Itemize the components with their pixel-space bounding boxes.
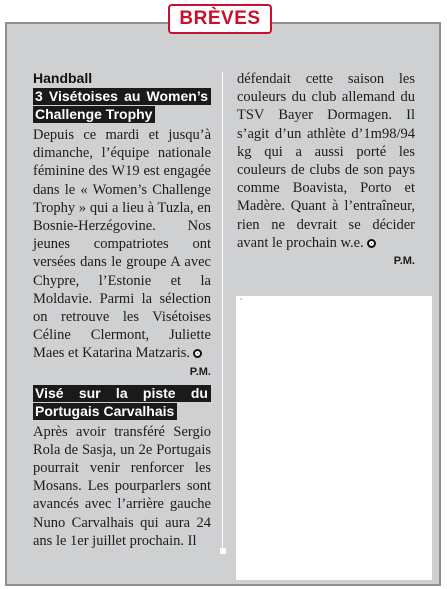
article-2-signature: P.M.: [393, 255, 415, 268]
placeholder-tick: [240, 298, 242, 300]
article-2-headline-wrap: [33, 385, 211, 421]
article-1-headline: 3 Visétoises au Women’s Challenge Trophy: [33, 88, 211, 123]
article-1-body-text: Depuis ce mardi et jusqu’à dimanche, l’équipe nationale féminine des W19 est engagée dans le « Women’s Challenge Trophy » qui a lieu à Tuzla, en Bosnie-Herzégovine. Nos jeunes compatriotes ont versées dans le groupe A avec Chypre, l’Estonie et la Moldavie. Parmi la sélection on retrouve les Visétoises Céline Clermont, Juliette Maes et Katarina Matzaris.: [33, 127, 211, 362]
end-mark-icon: [367, 239, 376, 248]
section-badge: BRÈVES: [168, 4, 272, 34]
article-1-signature: P.M.: [189, 365, 211, 378]
blank-ad-space: [236, 296, 432, 580]
article-1-body: [33, 126, 211, 363]
left-column: [33, 70, 211, 550]
right-column: [237, 70, 415, 274]
divider-tick: [220, 548, 226, 554]
section-label: Handball: [33, 70, 93, 86]
column-divider: [222, 72, 223, 552]
end-mark-icon: [193, 349, 202, 358]
article-1-headline-wrap: [33, 88, 211, 124]
article-2-body: Après avoir transféré Sergio Rola de Sasja, un 2e Portugais pourrait venir renforcer les Mosans. Les pourparlers sont avancés avec l’arrière gauche Nuno Carvalhais qui aura 24 ans le 1er juillet prochain. Il: [33, 423, 211, 549]
article-2-continuation-text: défendait cette saison les couleurs du club allemand du TSV Bayer Dormagen. Il s’agit d’un athlète d’1m98/94 kg qui a aussi porté les couleurs de clubs de son pays comme Boavista, Porto et Madère. Quant à l’entraîneur, rien ne devrait se décider avant le prochain w.e.: [237, 71, 415, 251]
article-2-continuation: [237, 70, 415, 252]
article-2-headline: Visé sur la piste du Portugais Carvalhais: [33, 385, 211, 420]
